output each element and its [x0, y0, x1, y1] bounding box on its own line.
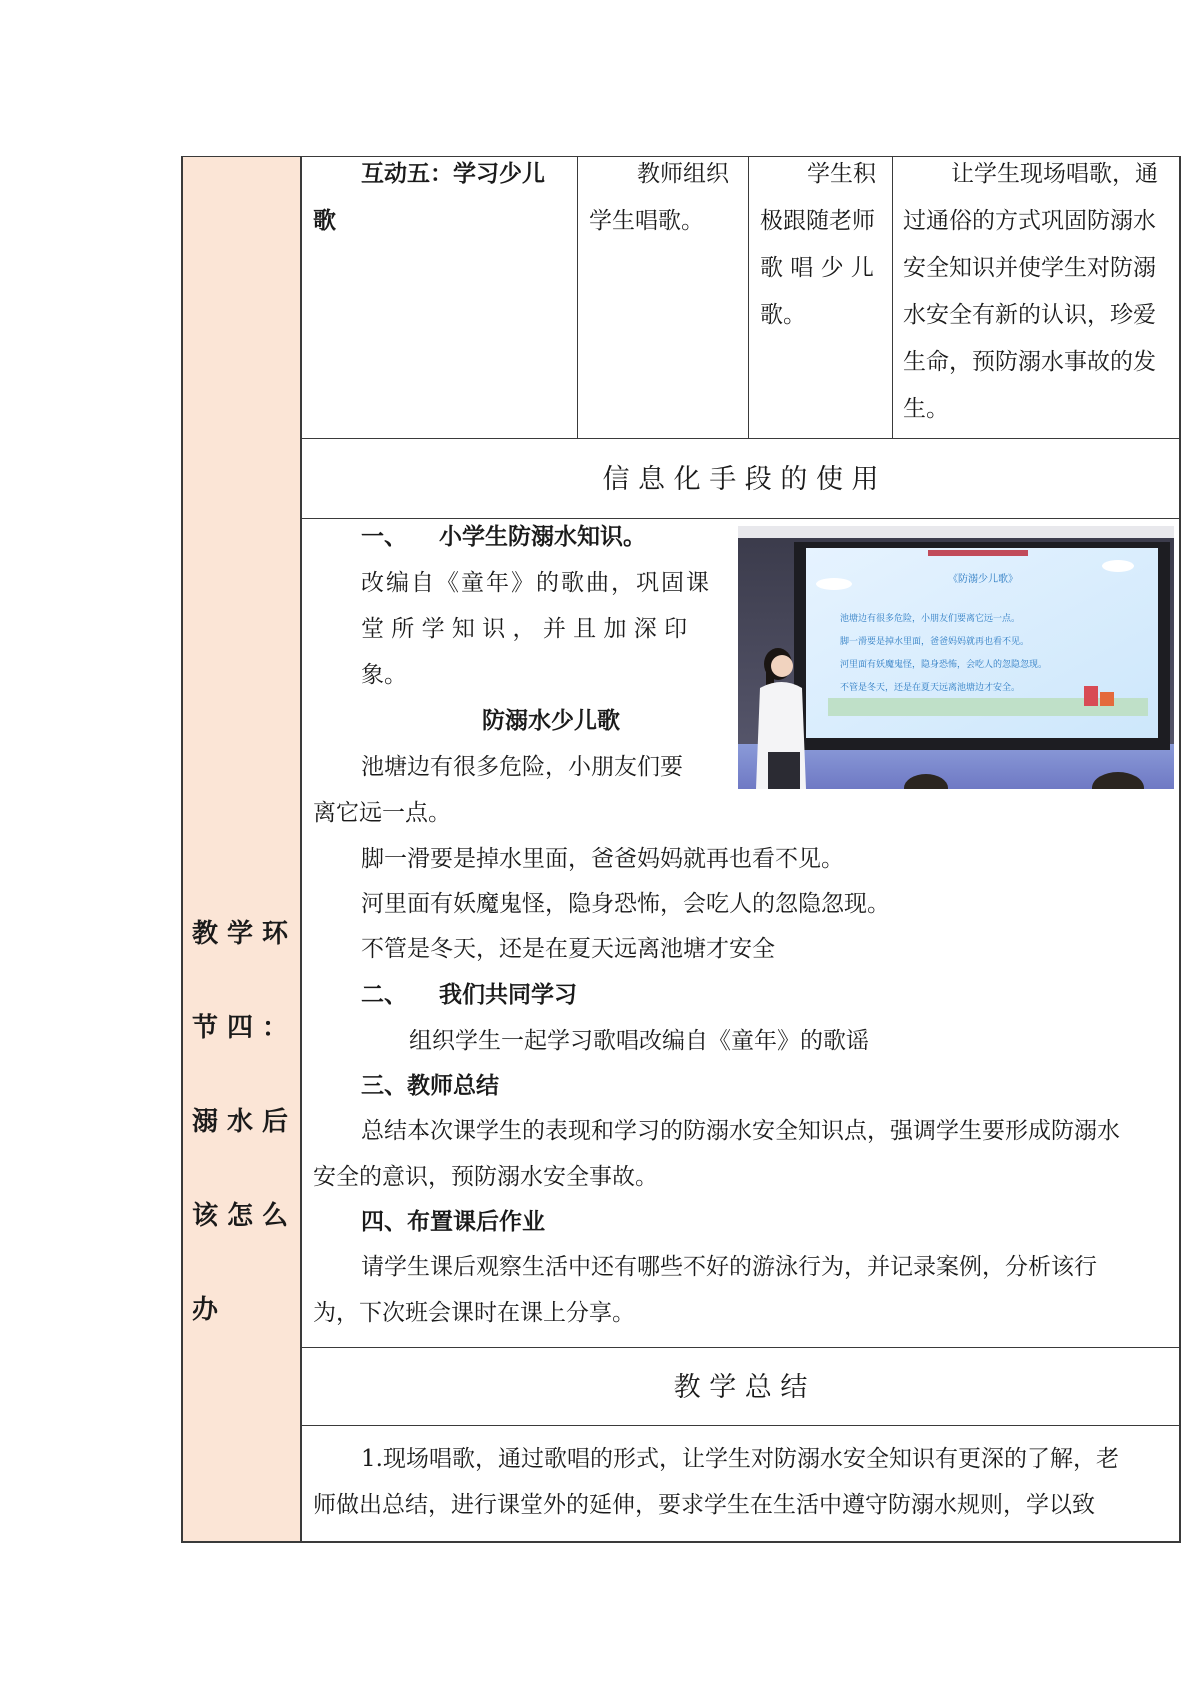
section-4-title: 四、布置课后作业: [361, 1209, 545, 1235]
summary-line-2: 师做出总结，进行课堂外的延伸，要求学生在生活中遵守防溺水规则，学以致: [313, 1492, 1095, 1518]
teacher-activity-line-1: 教师组织: [637, 161, 729, 187]
screen-line-3: 河里面有妖魔鬼怪，隐身恐怖，会吃人的忽隐忽现。: [840, 660, 1048, 670]
screen-line-1: 池塘边有很多危险，小朋友们要离它远一点。: [840, 614, 1021, 624]
section-1-paragraph-line-3: 象。: [361, 662, 407, 688]
col-divider-2: [748, 157, 749, 439]
classroom-photo: [738, 526, 1174, 789]
song-title: 防溺水少儿歌: [482, 708, 620, 734]
side-label-line-2: 节四：: [192, 1013, 298, 1043]
col-divider-1: [577, 157, 578, 439]
section-4-paragraph-line-2: 为，下次班会课时在课上分享。: [313, 1300, 635, 1326]
section-3-title: 三、教师总结: [361, 1073, 499, 1099]
side-label-line-1: 教学环: [192, 919, 298, 949]
col-divider-3: [892, 157, 893, 439]
song-line-4: 不管是冬天，还是在夏天远离池塘才安全: [361, 936, 775, 962]
section-3-paragraph-line-1: 总结本次课学生的表现和学习的防溺水安全知识点，强调学生要形成防溺水: [361, 1118, 1120, 1144]
classroom-photo-image: [738, 526, 1174, 789]
section-2-title: 我们共同学习: [439, 982, 577, 1008]
purpose-line-3: 安全知识并使学生对防溺: [903, 255, 1156, 281]
section-2-paragraph: 组织学生一起学习歌唱改编自《童年》的歌谣: [409, 1028, 869, 1054]
section-1-number: 一、: [361, 524, 407, 550]
row-divider-1: [301, 438, 1180, 439]
interaction-title-line-1: 互动五：学习少儿: [361, 161, 545, 187]
section-2-number: 二、: [361, 982, 407, 1008]
student-activity-line-1: 学生积: [807, 161, 876, 187]
section-4-paragraph-line-1: 请学生课后观察生活中还有哪些不好的游泳行为，并记录案例，分析该行: [361, 1254, 1097, 1280]
purpose-line-4: 水安全有新的认识，珍爱: [903, 302, 1156, 328]
table-border-right: [1179, 156, 1181, 1543]
section-label-column: [182, 157, 301, 1542]
row-divider-4: [301, 1425, 1180, 1426]
section-1-paragraph-line-2: 堂 所 学 知 识 ， 并 且 加 深 印: [361, 616, 688, 642]
teacher-activity-line-2: 学生唱歌。: [589, 208, 704, 234]
purpose-line-5: 生命，预防溺水事故的发: [903, 349, 1156, 375]
row-divider-3: [301, 1347, 1180, 1348]
table-border-inner: [300, 156, 302, 1543]
student-activity-line-3: 歌 唱 少 儿: [760, 255, 874, 281]
table-border-bottom: [181, 1541, 1181, 1543]
purpose-line-1: 让学生现场唱歌，通: [951, 161, 1158, 187]
info-tech-heading: 信 息 化 手 段 的 使 用: [602, 464, 879, 495]
song-line-1a: 池塘边有很多危险，小朋友们要: [361, 754, 683, 780]
student-activity-line-2: 极跟随老师: [760, 208, 875, 234]
purpose-line-6: 生。: [903, 396, 949, 422]
screen-line-2: 脚一滑要是掉水里面，爸爸妈妈就再也看不见。: [840, 637, 1030, 647]
student-activity-line-4: 歌。: [760, 302, 806, 328]
purpose-line-2: 过通俗的方式巩固防溺水: [903, 208, 1156, 234]
summary-line-1: 1.现场唱歌，通过歌唱的形式，让学生对防溺水安全知识有更深的了解，老: [361, 1446, 1119, 1472]
song-line-1b: 离它远一点。: [313, 800, 451, 826]
song-line-3: 河里面有妖魔鬼怪，隐身恐怖，会吃人的忽隐忽现。: [361, 891, 890, 917]
screen-line-4: 不管是冬天，还是在夏天远离池塘边才安全。: [840, 683, 1021, 693]
screen-title: 《防溺少儿歌》: [948, 574, 1018, 585]
section-1-title: 小学生防溺水知识。: [439, 524, 646, 550]
side-label-line-3: 溺水后: [192, 1107, 298, 1137]
song-line-2: 脚一滑要是掉水里面，爸爸妈妈就再也看不见。: [361, 846, 844, 872]
section-3-paragraph-line-2: 安全的意识，预防溺水安全事故。: [313, 1164, 658, 1190]
row-divider-2: [301, 518, 1180, 519]
teaching-summary-heading: 教 学 总 结: [673, 1372, 808, 1403]
interaction-title-line-2: 歌: [313, 208, 336, 234]
side-label-line-4: 该怎么: [192, 1201, 298, 1231]
table-border-left: [181, 156, 183, 1543]
side-label-line-5: 办: [192, 1295, 228, 1325]
section-1-paragraph-line-1: 改编自《童年》的歌曲，巩固课: [361, 570, 711, 596]
